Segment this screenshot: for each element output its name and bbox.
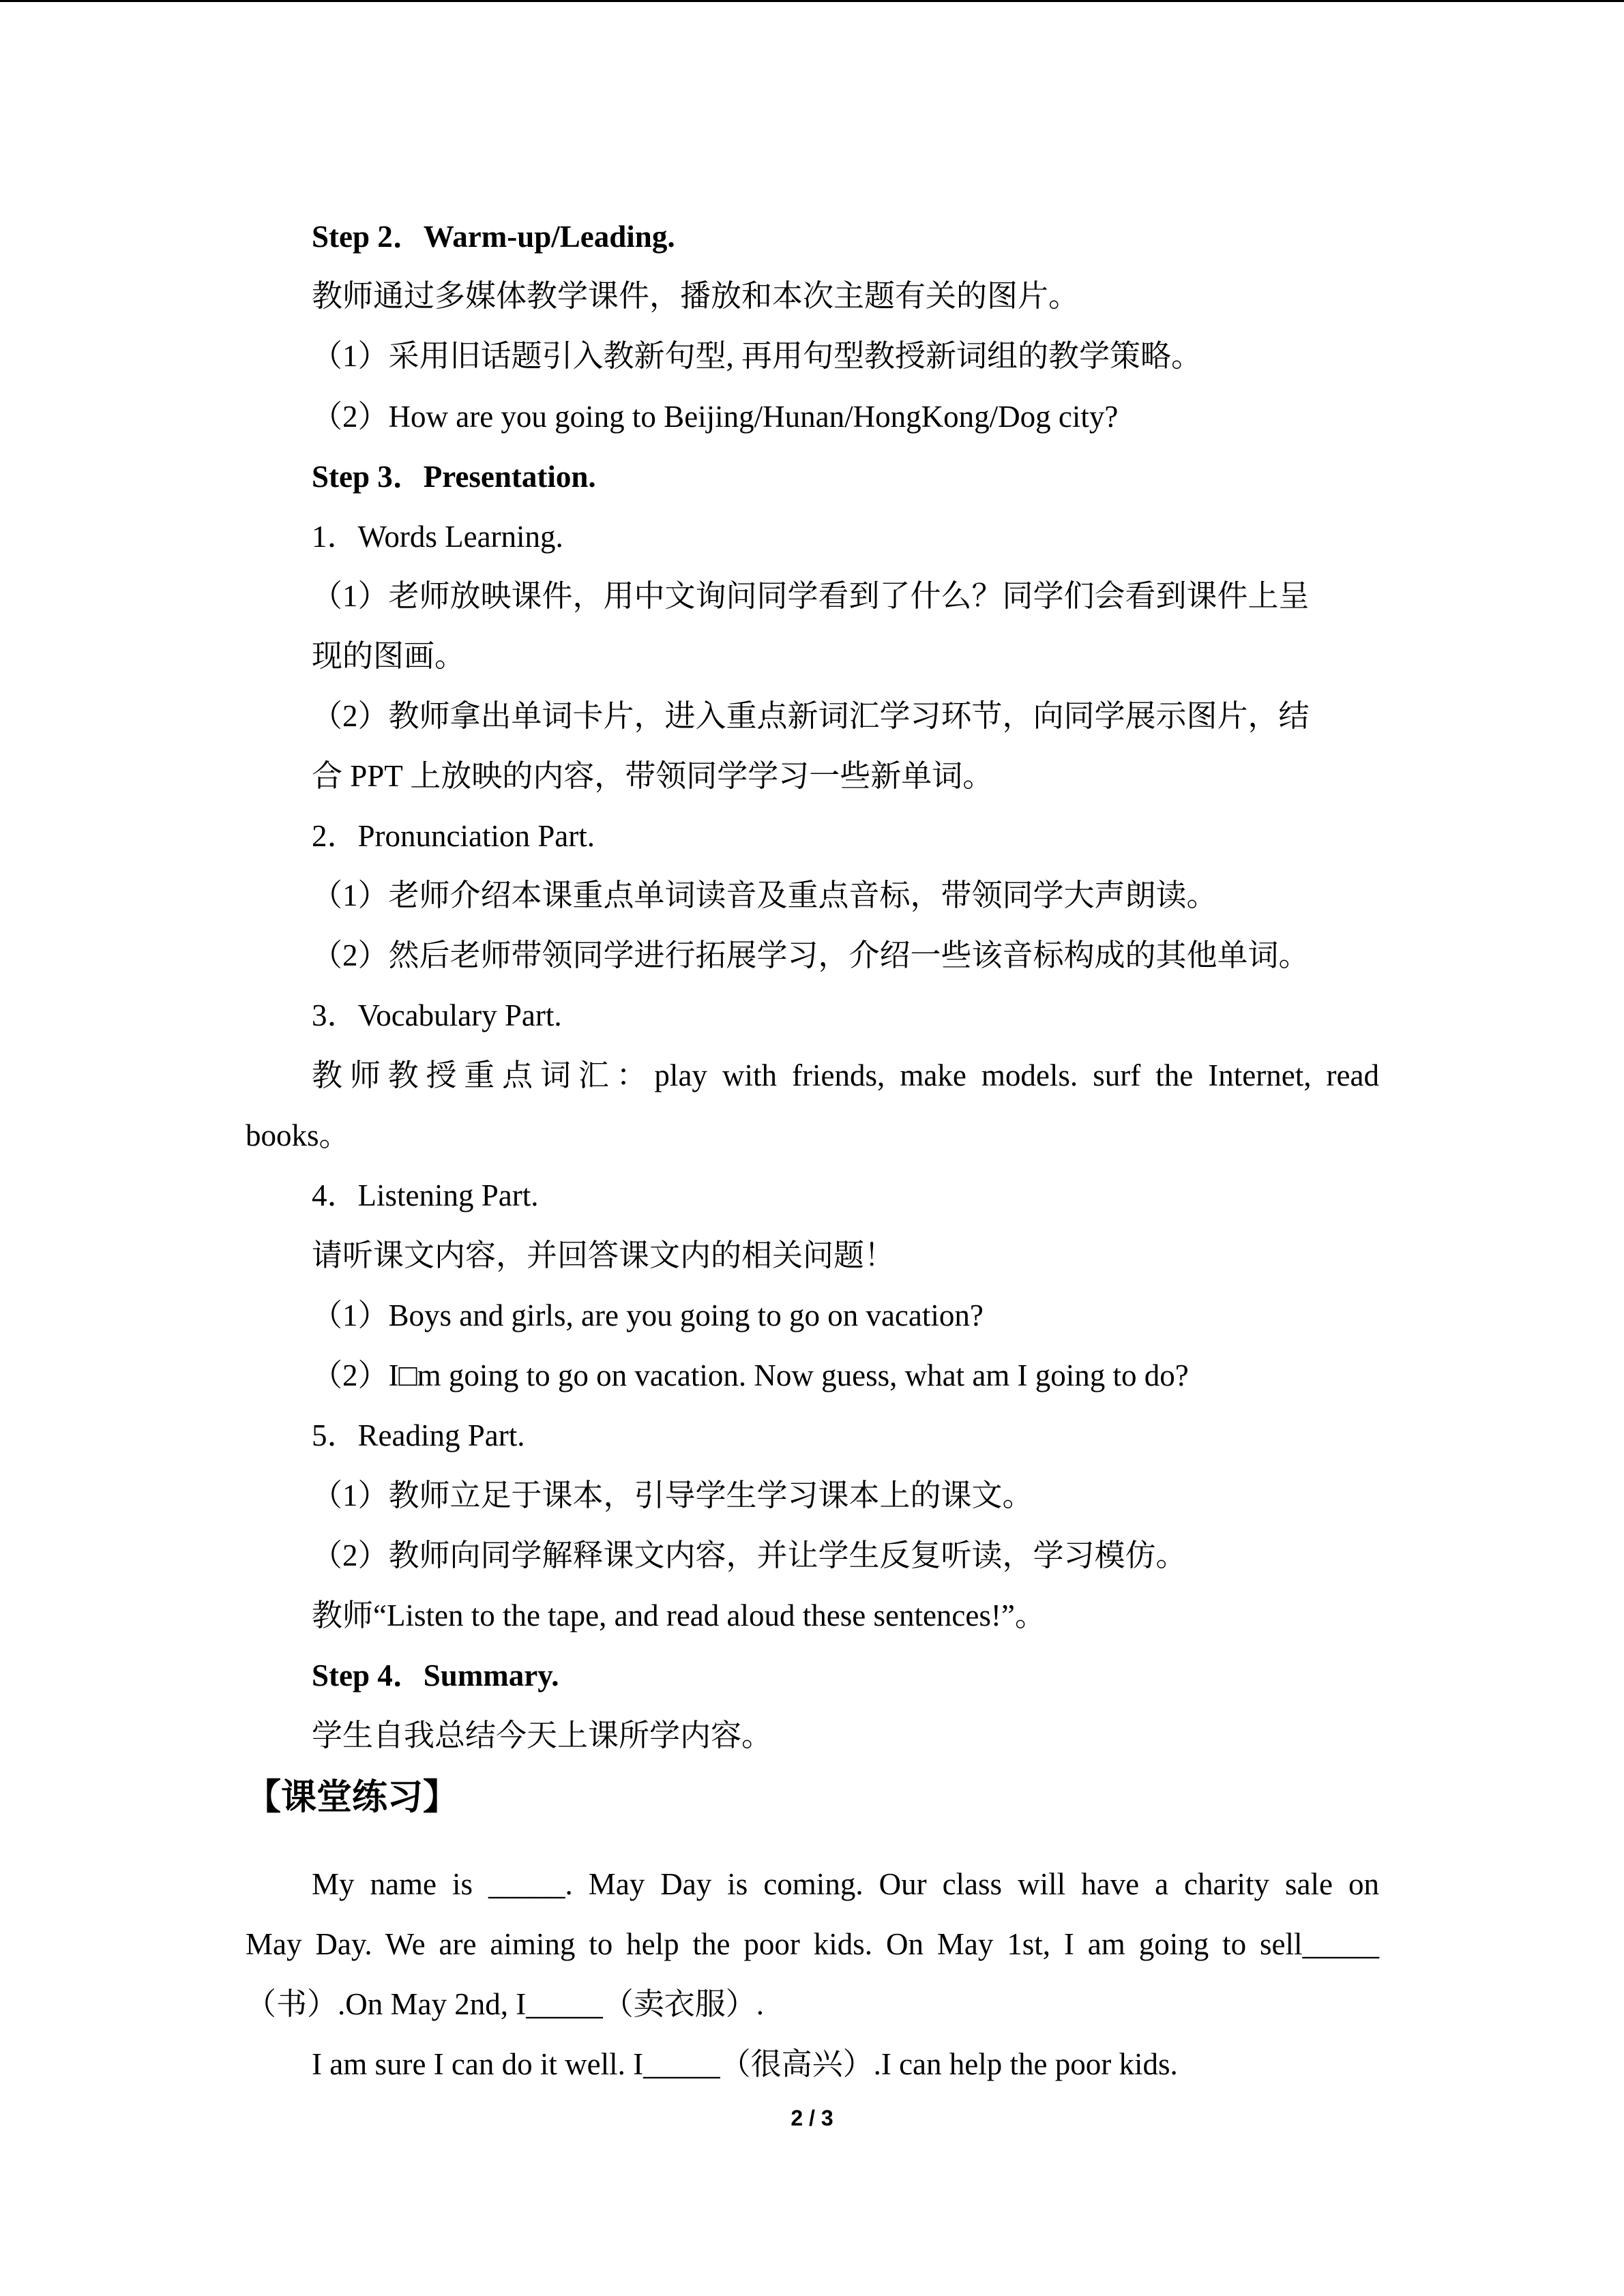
listening-heading: 4．Listening Part. [312,1178,539,1212]
vocabulary-heading: 3．Vocabulary Part. [312,998,562,1032]
pronunciation-item-2: （2）然后老师带领同学进行拓展学习，介绍一些该音标构成的其他单词。 [312,938,1310,972]
words-item-2-line-1: （2）教师拿出单词卡片，进入重点新词汇学习环节，向同学展示图片，结 [312,699,1310,733]
step2-title: Step 2．Warm-up/Leading. [312,220,675,254]
listening-item-2: （2）I□m going to go on vacation. Now guess, what am I going to do? [312,1358,1189,1392]
listening-item-1: （1）Boys and girls, are you going to go on vacation? [312,1298,984,1332]
practice-heading: 【课堂练习】 [246,1778,459,1817]
step3-title: Step 3．Presentation. [312,460,596,494]
words-item-2-line-2: 合 PPT 上放映的内容，带领同学学习一些新单词。 [312,759,994,793]
listening-intro: 请听课文内容，并回答课文内的相关问题！ [312,1238,896,1272]
practice-line-4: I am sure I can do it well. I_____（很高兴）.I can help the poor kids. [312,2047,1178,2081]
page-number: 2 / 3 [791,2106,833,2130]
reading-item-1: （1）教师立足于课本，引导学生学习课本上的课文。 [312,1478,1033,1512]
practice-line-2: May Day. We are aiming to help the poor kids. On May 1st, I am going to sell_____ [246,1927,1379,1961]
words-item-1-line-1: （1）老师放映课件，用中文询问同学看到了什么？同学们会看到课件上呈 [312,579,1310,613]
pronunciation-heading: 2．Pronunciation Part. [312,819,595,853]
words-learning-heading: 1．Words Learning. [312,520,563,554]
reading-instruction: 教师“Listen to the tape, and read aloud these sentences!”。 [312,1598,1046,1632]
vocabulary-line-1: 教师教授重点词汇：play with friends, make models. surf the Internet, read [312,1058,1379,1092]
step4-title: Step 4．Summary. [312,1658,559,1693]
step4-text: 学生自我总结今天上课所学内容。 [312,1718,773,1753]
step2-item-1: （1）采用旧话题引入教新句型, 再用句型教授新词组的教学策略。 [312,339,1202,373]
reading-item-2: （2）教师向同学解释课文内容，并让学生反复听读，学习模仿。 [312,1538,1187,1572]
vocabulary-line-2: books。 [246,1118,350,1152]
pronunciation-item-1: （1）老师介绍本课重点单词读音及重点音标，带领同学大声朗读。 [312,878,1217,912]
reading-heading: 5．Reading Part. [312,1418,525,1452]
step2-item-2: （2）How are you going to Beijing/Hunan/HongKong/Dog city? [312,400,1119,434]
practice-line-1: My name is _____. May Day is coming. Our class will have a charity sale on [312,1867,1379,1901]
step2-intro: 教师通过多媒体教学课件，播放和本次主题有关的图片。 [312,279,1080,313]
practice-line-3: （书）.On May 2nd, I_____（卖衣服）. [246,1987,764,2021]
words-item-1-line-2: 现的图画。 [312,639,466,673]
